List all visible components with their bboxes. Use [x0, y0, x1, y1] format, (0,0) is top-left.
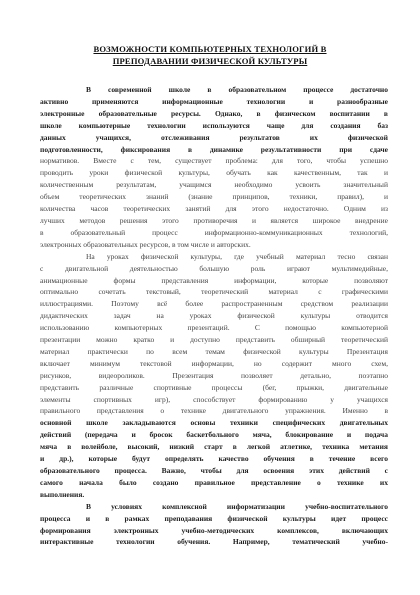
text-line: количества часов теоретических занятий для этого недостаточно. Одним из [40, 204, 388, 214]
document-body [40, 84, 388, 548]
text-line: элементы спортивных игр), способствует формированию у учащихся [40, 394, 388, 404]
text-line: нормативов. Вместе с тем, существует проблема: для того, чтобы успешно [40, 156, 388, 166]
text-line: На уроках физической культуры, где учебный материал тесно связан [86, 251, 388, 261]
text-line: материал практически по всем темам физической культуры Презентация [40, 346, 388, 356]
paragraph [40, 501, 388, 549]
text-line: В условиях комплексной информатизации учебно-воспитательного [86, 501, 388, 511]
text-line: действий (передача и бросок баскетбольного мяча, блокирование и подача [40, 430, 388, 440]
text-line: проводить уроки физической культуры, обучать как качественным, так и [40, 168, 388, 178]
text-line: количественным результатам, учащимся необходимо усвоить значительный [40, 180, 388, 190]
text-line: образовательного процесса. Важно, чтобы для освоения этих действий с [40, 466, 388, 475]
text-line: и др.), которые будут определять качество обучения в течение всего [40, 454, 388, 464]
text-line: с двигательной деятельностью большую роль играют мультимедийные, [40, 263, 388, 273]
text-line: выполнения. [40, 489, 85, 499]
text-line: лучших методов решения этого противоречия и является широкое внедрение [40, 215, 388, 225]
text-line: В современной школе в образовательном процессе достаточно [86, 85, 388, 94]
text-line: формирования электронных учебно-методических комплексов, включающих [40, 525, 388, 535]
text-line: данных учащихся, отслеживания результатов их физической [40, 132, 388, 142]
text-line: электронных образовательных ресурсов, в том числе и авторских. [40, 239, 251, 249]
text-line: рисунков, видеороликов. Презентация позволяет детально, поэтапно [40, 370, 388, 380]
text-line: интерактивные технологии обучения. Например, тематический учебно- [40, 537, 388, 547]
text-line: использованию компьютерных презентаций. С помощью компьютерной [40, 323, 388, 333]
text-line: основной школе закладываются основы техники специфических двигательных [40, 418, 388, 428]
text-line: объем теоретических знаний (знание принципов, техники, правил), и [40, 192, 388, 202]
text-line: иллюстрациями. Поэтому всё более распространенным средством реализации [40, 299, 388, 309]
page-title [60, 43, 360, 67]
text-line: подготовленности, фиксирования в динамике результативности при сдаче [40, 144, 388, 154]
paragraph [40, 84, 388, 251]
text-line: школе компьютерные технологии используются чаще для создания баз [40, 120, 388, 130]
paragraph [40, 251, 388, 501]
text-line: включает минимум текстовой информации, но содержит много схем, [40, 358, 388, 368]
text-line: мяча в волейболе, высокий, низкий старт в легкой атлетике, техника метания [40, 442, 388, 452]
text-line: представить различные спортивные процессы (бег, прыжки, двигательные [40, 382, 388, 392]
text-line: самого начала было создано правильное представление о технике их [40, 477, 388, 487]
text-line: презентации можно кратко и доступно представить обширный теоретический [40, 335, 388, 345]
text-line: электронные образовательные ресурсы. Однако, в физическом воспитании в [40, 108, 388, 118]
text-line: в образовательный процесс информационно-коммуникационных технологий, [40, 227, 388, 237]
text-line: активно применяются информационные технологии и разнообразные [40, 96, 388, 106]
text-line: процесса и в рамках преподавания физической культуры идет процесс [40, 513, 388, 523]
text-line: правильного представления о технике двигательного упражнения. Именно в [40, 406, 388, 416]
title-line-1: ВОЗМОЖНОСТИ КОМПЬЮТЕРНЫХ ТЕХНОЛОГИЙ В [93, 44, 327, 54]
text-line: дидактических задач на уроках физической культуры отводится [40, 311, 388, 321]
text-line: оптимально сочетать текстовый, теоретический материал с графическими [40, 287, 388, 297]
title-line-2: ПРЕПОДАВАНИИ ФИЗИЧЕСКОЙ КУЛЬТУРЫ [112, 56, 308, 66]
text-line: анимационные формы представления информации, которые позволяют [40, 275, 388, 285]
